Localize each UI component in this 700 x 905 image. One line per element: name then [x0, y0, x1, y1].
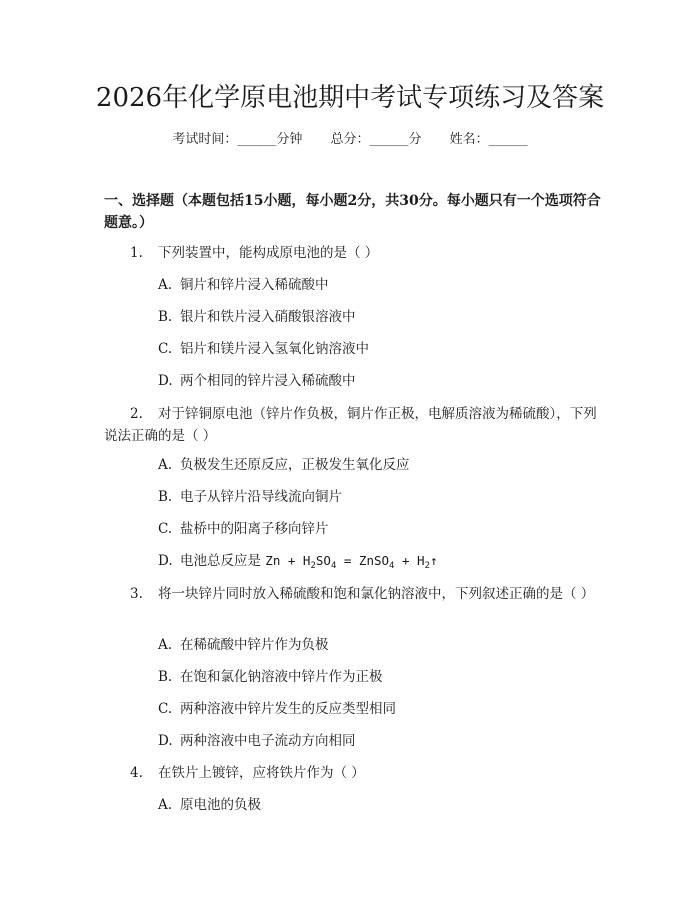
option-text: 在稀硫酸中锌片作为负极: [180, 637, 329, 653]
option-text: 铜片和锌片浸入稀硫酸中: [180, 277, 329, 293]
question-3: [104, 583, 604, 605]
option-text: 两个相同的锌片浸入稀硫酸中: [180, 373, 356, 389]
page-title: 2026年化学原电池期中考试专项练习及答案: [95, 83, 605, 113]
question-stem: 将一块锌片同时放入稀硫酸和饱和氯化钠溶液中，下列叙述正确的是（ ）: [158, 586, 595, 602]
exam-info: [0, 130, 700, 150]
option-letter: D.: [158, 373, 173, 389]
option-2a: [158, 455, 598, 475]
option-1c: [158, 339, 598, 359]
question-number: 2.: [130, 406, 143, 422]
option-4a: [158, 795, 598, 815]
option-1a: [158, 275, 598, 295]
exam-time-field: 考试时间：______分钟: [172, 132, 303, 147]
question-stem: 下列装置中，能构成原电池的是（ ）: [158, 245, 379, 261]
option-3d: [158, 731, 598, 751]
section-heading: 一、选择题（本题包括15小题，每小题2分，共30分。每小题只有一个选项符合题意。）: [104, 193, 601, 231]
option-text: 负极发生还原反应，正极发生氧化反应: [180, 457, 410, 473]
option-3c: [158, 699, 598, 719]
option-text: 铝片和镁片浸入氢氧化钠溶液中: [180, 341, 369, 357]
option-letter: A.: [158, 457, 173, 473]
option-2b: [158, 487, 598, 507]
option-text: 电池总反应是: [180, 553, 261, 569]
option-2d: [158, 551, 598, 576]
option-text: 两种溶液中锌片发生的反应类型相同: [180, 701, 396, 717]
option-letter: D.: [158, 733, 173, 749]
option-letter: B.: [158, 309, 173, 325]
total-score-field: 总分：______分: [330, 132, 422, 147]
option-text: 电子从锌片沿导线流向铜片: [180, 489, 342, 505]
chemical-equation: $Zn + H_2SO_4$ = ZnSO$_4$ + $H_2↑$: [265, 553, 438, 571]
question-stem: 对于锌铜原电池（锌片作负极，铜片作正极，电解质溶液为稀硫酸），下列说法正确的是（ ）: [104, 406, 597, 444]
option-letter: A.: [158, 797, 173, 813]
option-3a: [158, 635, 598, 655]
option-1b: [158, 307, 598, 327]
question-number: 4.: [130, 765, 143, 781]
option-letter: C.: [158, 701, 173, 717]
option-letter: B.: [158, 489, 173, 505]
question-1: [104, 243, 604, 263]
option-letter: A.: [158, 277, 173, 293]
question-number: 3.: [130, 586, 143, 602]
option-text: 盐桥中的阳离子移向锌片: [180, 521, 329, 537]
option-text: 两种溶液中电子流动方向相同: [180, 733, 356, 749]
option-letter: B.: [158, 669, 173, 685]
question-number: 1.: [130, 245, 143, 261]
option-letter: C.: [158, 341, 173, 357]
option-1d: [158, 371, 598, 391]
student-name-field: 姓名：______: [449, 132, 528, 147]
question-2: [104, 403, 604, 447]
up-arrow-icon: ↑: [430, 553, 438, 568]
option-text: 在饱和氯化钠溶液中锌片作为正极: [180, 669, 383, 685]
question-4: [104, 763, 604, 783]
option-letter: D.: [158, 553, 173, 569]
option-text: 原电池的负极: [180, 797, 261, 813]
option-text: 银片和铁片浸入硝酸银溶液中: [180, 309, 356, 325]
option-2c: [158, 519, 598, 539]
question-stem: 在铁片上镀锌，应将铁片作为（ ）: [158, 765, 365, 781]
option-3b: [158, 667, 598, 687]
option-letter: A.: [158, 637, 173, 653]
option-letter: C.: [158, 521, 173, 537]
